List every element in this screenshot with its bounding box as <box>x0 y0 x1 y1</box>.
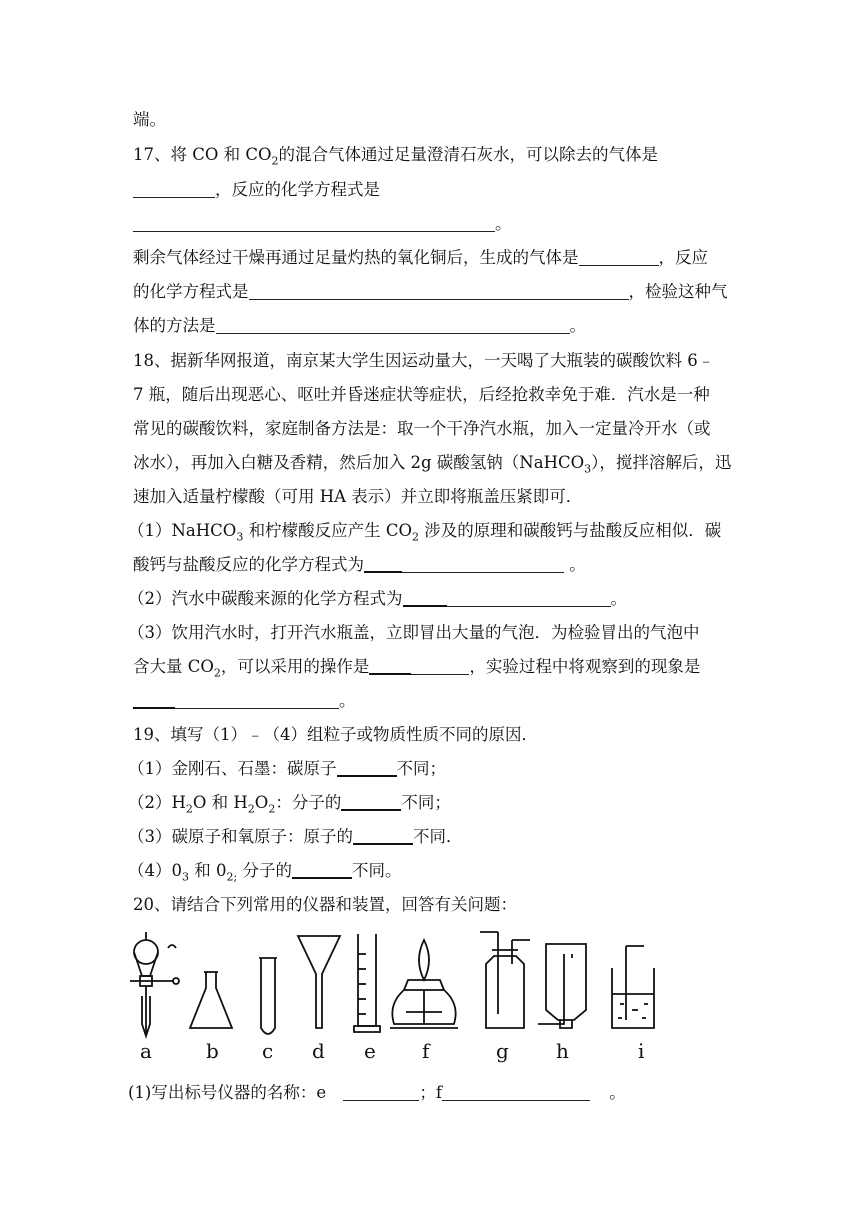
text: O 和 H <box>192 793 248 812</box>
text: ，反应 <box>658 248 708 267</box>
beaker-with-tube-icon <box>612 946 654 1028</box>
text: 。 <box>339 691 356 710</box>
test-tube-icon <box>259 958 277 1034</box>
lab-apparatus-figure <box>128 924 668 1064</box>
graduated-cylinder-icon <box>354 934 380 1032</box>
text: 和柠檬酸反应产生 CO <box>243 521 412 540</box>
answer-blank[interactable] <box>364 553 402 573</box>
answer-blank[interactable] <box>341 791 401 811</box>
question-20-part-1 <box>128 1081 626 1105</box>
text: 冰水），再加入白糖及香精，然后加入 2g 碳酸氢钠（NaHCO <box>133 453 585 472</box>
question-17-line-2 <box>133 178 380 202</box>
text: (1)写出标号仪器的名称：e <box>128 1083 332 1102</box>
text: 不同； <box>396 759 446 778</box>
subscript: 2 <box>271 154 279 168</box>
text: ；f <box>419 1083 442 1102</box>
text: 不同。 <box>351 861 402 880</box>
question-18-line-9 <box>128 621 700 645</box>
text: ，可以采用的操作是 <box>220 657 370 676</box>
answer-blank[interactable] <box>337 757 397 777</box>
question-19-line-3 <box>128 791 451 821</box>
figure-label-a: a <box>140 1039 152 1063</box>
text: 分子的 <box>237 861 292 880</box>
question-19-line-2 <box>128 757 446 781</box>
answer-blank[interactable] <box>133 213 495 232</box>
answer-blank[interactable] <box>216 315 570 334</box>
conical-flask-icon <box>190 972 232 1028</box>
text: 19、填写（1）﹣（4）组粒子或物质性质不同的原因． <box>133 725 538 744</box>
question-19-line-4 <box>128 825 463 849</box>
text: 。 <box>564 555 586 574</box>
text: （2）H <box>128 793 186 812</box>
text: （4）0 <box>128 861 182 880</box>
question-18-line-7 <box>133 553 586 577</box>
text: 涉及的原理和碳酸钙与盐酸反应相似．碳 <box>418 521 722 540</box>
answer-blank[interactable] <box>369 655 411 675</box>
figure-label-b: b <box>206 1039 219 1063</box>
subscript: 2 <box>213 666 221 680</box>
question-17-line-3 <box>133 212 512 236</box>
text: （2）汽水中碳酸来源的化学方程式为 <box>128 589 403 608</box>
answer-blank[interactable] <box>403 587 447 607</box>
text: 17、将 CO 和 CO <box>133 145 272 164</box>
question-19-line-5 <box>128 859 401 889</box>
text: 和 0 <box>189 861 227 880</box>
subscript: 3 <box>182 870 189 884</box>
answer-blank[interactable] <box>175 690 339 709</box>
separatory-funnel-icon <box>130 932 179 1036</box>
answer-blank[interactable] <box>353 825 413 845</box>
answer-blank[interactable] <box>411 656 469 675</box>
question-18-line-6 <box>128 519 721 549</box>
text: 的混合气体通过足量澄清石灰水，可以除去的气体是 <box>278 145 659 164</box>
question-20-line-1 <box>133 893 517 917</box>
answer-blank[interactable] <box>402 554 564 573</box>
text: 不同； <box>401 793 451 812</box>
subscript: 2 <box>185 802 193 816</box>
question-17-line-5 <box>133 280 728 304</box>
question-18-line-11 <box>133 689 356 713</box>
question-17-line-1 <box>133 143 658 173</box>
subscript: 3 <box>584 462 592 476</box>
gas-washing-bottle-icon <box>480 932 530 1028</box>
text: 酸钙与盐酸反应的化学方程式为 <box>133 555 364 574</box>
text: 。 <box>610 589 627 608</box>
alcohol-lamp-icon <box>390 940 458 1028</box>
figure-label-f: f <box>422 1039 430 1063</box>
subscript: 2 <box>411 530 419 544</box>
question-17-line-6 <box>133 314 586 338</box>
text: 不同． <box>413 827 463 846</box>
question-18-line-1 <box>133 349 714 373</box>
text: （1）NaHCO <box>128 521 237 540</box>
text: 常见的碳酸饮料，家庭制备方法是：取一个干净汽水瓶，加入一定量冷开水（或 <box>133 419 711 438</box>
text: ：分子的 <box>275 793 342 812</box>
answer-blank[interactable] <box>442 1082 590 1101</box>
subscript: 2 <box>247 802 255 816</box>
inverted-bottle-icon <box>538 944 586 1028</box>
subscript: 3 <box>236 530 244 544</box>
question-18-line-2 <box>133 383 710 407</box>
question-18-line-3 <box>133 417 711 441</box>
text: 。 <box>495 214 512 233</box>
text: ，反应的化学方程式是 <box>215 180 380 199</box>
answer-blank[interactable] <box>343 1082 419 1101</box>
answer-blank[interactable] <box>292 859 352 879</box>
text: 体的方法是 <box>133 316 216 335</box>
text: 20、请结合下列常用的仪器和装置，回答有关问题： <box>133 895 517 914</box>
text: 剩余气体经过干燥再通过足量灼热的氧化铜后，生成的气体是 <box>133 248 579 267</box>
text-line <box>133 108 166 132</box>
text: O <box>254 793 269 812</box>
text: （3）饮用汽水时，打开汽水瓶盖，立即冒出大量的气泡．为检验冒出的气泡中 <box>128 623 700 642</box>
figure-label-g: g <box>496 1039 509 1063</box>
question-18-line-4 <box>133 451 731 481</box>
answer-blank[interactable] <box>133 689 175 709</box>
text: ），搅拌溶解后，迅 <box>591 453 732 472</box>
figure-label-d: d <box>312 1039 325 1063</box>
subscript: 2 <box>268 802 276 816</box>
question-18-line-5 <box>133 485 582 509</box>
text: （1）金刚石、石墨：碳原子 <box>128 759 337 778</box>
figure-label-e: e <box>364 1039 376 1063</box>
subscript: 2; <box>226 870 238 884</box>
answer-blank[interactable] <box>579 247 659 266</box>
text: 端。 <box>133 110 166 129</box>
text: 含大量 CO <box>133 657 214 676</box>
question-17-line-4 <box>133 246 708 270</box>
funnel-icon <box>298 936 340 1028</box>
answer-blank[interactable] <box>447 588 611 607</box>
text: 7 瓶，随后出现恶心、呕吐并昏迷症状等症状，后经抢救幸免于难．汽水是一种 <box>133 385 710 404</box>
text: ，实验过程中将观察到的现象是 <box>469 657 701 676</box>
question-19-line-1 <box>133 723 538 747</box>
text: ，检验这种气 <box>628 282 728 301</box>
figure-label-h: h <box>556 1039 569 1063</box>
text: 。 <box>604 1083 626 1102</box>
question-18-line-8 <box>128 587 627 611</box>
text: 。 <box>569 316 586 335</box>
text: （3）碳原子和氧原子：原子的 <box>128 827 353 846</box>
text: 18、据新华网报道，南京某大学生因运动量大，一天喝了大瓶装的碳酸饮料 6﹣ <box>133 351 715 370</box>
answer-blank[interactable] <box>249 281 629 300</box>
figure-label-i: i <box>638 1039 645 1063</box>
text: 的化学方程式是 <box>133 282 249 301</box>
answer-blank[interactable] <box>133 179 215 198</box>
figure-label-c: c <box>262 1039 274 1063</box>
text: 速加入适量柠檬酸（可用 HA 表示）并立即将瓶盖压紧即可． <box>133 487 583 506</box>
question-18-line-10 <box>133 655 700 685</box>
